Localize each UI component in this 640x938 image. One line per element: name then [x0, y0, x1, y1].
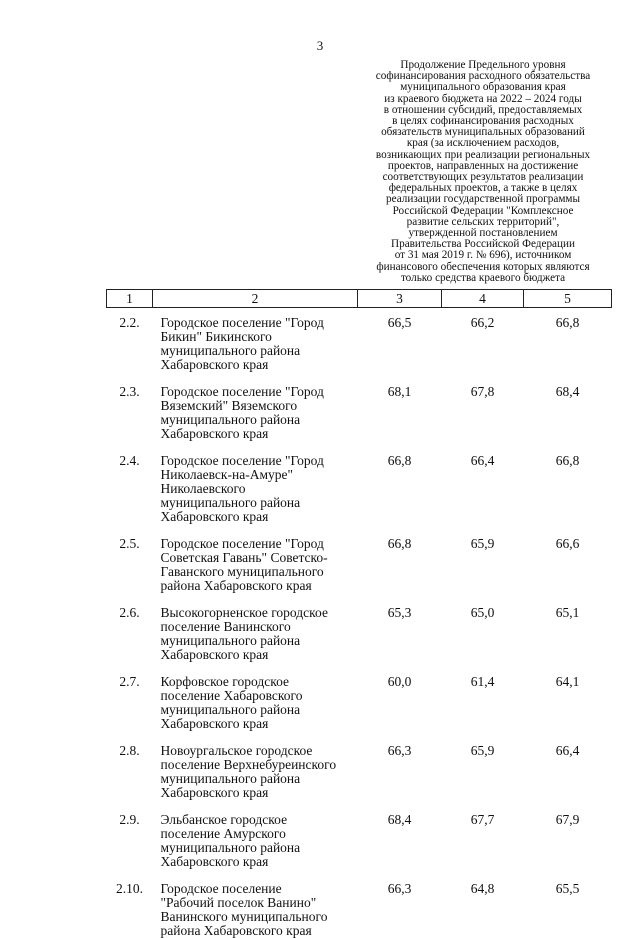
value-2022: 60,0 [387, 674, 412, 689]
row-number: 2.8. [119, 743, 140, 758]
table-row [107, 308, 612, 373]
municipality-name-line: Городское поселение "Город [160, 315, 324, 330]
value-2024: 66,8 [555, 315, 580, 330]
value-2022: 66,8 [387, 536, 412, 551]
table-row [107, 662, 612, 731]
row-number: 2.10. [116, 881, 143, 896]
page-number: 3 [316, 38, 324, 53]
municipality-name [153, 800, 358, 869]
caption-line: только средства краевого бюджета [400, 271, 566, 284]
value-2023: 64,8 [470, 881, 495, 896]
header-cell-4: 4 [442, 290, 524, 308]
value-2024: 68,4 [555, 384, 580, 399]
row-number: 2.7. [119, 674, 140, 689]
row-number: 2.3. [119, 384, 140, 399]
header-cell-2: 2 [153, 290, 358, 308]
value-2023: 65,9 [470, 743, 495, 758]
table-row [107, 731, 612, 800]
value-2022: 66,3 [387, 743, 412, 758]
caption-line: финансового обеспечения которых являются [376, 260, 590, 273]
municipality-name-line: района Хабаровского края [160, 923, 312, 938]
caption-line: края (за исключением расходов, [406, 137, 560, 150]
row-number: 2.5. [119, 536, 140, 551]
value-2024: 64,1 [555, 674, 580, 689]
municipality-name-line: Хабаровского края [160, 509, 269, 524]
value-2024: 66,6 [555, 536, 580, 551]
caption-line: проектов, направленных на достижение [387, 159, 579, 172]
table-row [107, 441, 612, 524]
municipality-name-line: Хабаровского края [160, 854, 269, 869]
municipality-name [153, 662, 358, 731]
caption-line: от 31 мая 2019 г. № 696), источником [394, 249, 572, 262]
caption-line: Правительства Российской Федерации [391, 238, 575, 251]
caption-line: в целях софинансирования расходных [392, 115, 574, 128]
header-row [107, 290, 612, 308]
caption-line: развитие сельских территорий", [406, 215, 560, 228]
municipality-name-line: Городское поселение "Город [160, 453, 324, 468]
value-2024: 66,4 [555, 743, 580, 758]
value-2023: 65,0 [470, 605, 495, 620]
municipality-name-line: поселение Ванинского [160, 619, 291, 634]
municipality-name-line: Хабаровского края [160, 647, 269, 662]
municipality-name-line: Ванинского муниципального [160, 909, 328, 924]
header-cell-1: 1 [107, 290, 153, 308]
value-2022: 65,3 [387, 605, 412, 620]
municipality-name-line: Городское поселение "Город [160, 384, 324, 399]
value-2022: 68,4 [387, 812, 412, 827]
table-row [107, 524, 612, 593]
caption-line: софинансирования расходного обязательства [375, 70, 591, 83]
header-cell-3: 3 [358, 290, 442, 308]
value-2023: 61,4 [470, 674, 495, 689]
table-row [107, 800, 612, 869]
caption-line: Российской Федерации "Комплексное [392, 204, 574, 217]
value-2022: 68,1 [387, 384, 412, 399]
municipality-name [153, 441, 358, 524]
caption-line: муниципального образования края [400, 81, 566, 94]
municipality-name-line: муниципального района [160, 702, 301, 717]
value-2024: 66,8 [555, 453, 580, 468]
municipality-name [153, 731, 358, 800]
row-number: 2.2. [119, 315, 140, 330]
value-2022: 66,5 [387, 315, 412, 330]
data-table [106, 289, 612, 938]
row-number: 2.6. [119, 605, 140, 620]
municipality-name-line: поселение Верхнебуреинского [160, 757, 337, 772]
value-2023: 65,9 [470, 536, 495, 551]
municipality-name [153, 524, 358, 593]
municipality-name [153, 869, 358, 938]
municipality-name-line: Николаевского [160, 481, 246, 496]
caption-line: утвержденной постановлением [408, 227, 558, 240]
table-row [107, 372, 612, 441]
value-2022: 66,3 [387, 881, 412, 896]
municipality-name-line: Вяземский" Вяземского [160, 398, 298, 413]
value-2023: 66,2 [470, 315, 495, 330]
caption-line: обязательств муниципальных образований [381, 126, 585, 139]
table-row [107, 869, 612, 938]
caption-line: в отношении субсидий, предоставляемых [383, 103, 583, 116]
municipality-name-line: муниципального района [160, 343, 301, 358]
value-2022: 66,8 [387, 453, 412, 468]
municipality-name-line: "Рабочий поселок Ванино" [160, 895, 317, 910]
municipality-name-line: Эльбанское городское [160, 812, 288, 827]
municipality-name-line: Городское поселение "Город [160, 536, 324, 551]
municipality-name-line: муниципального района [160, 495, 301, 510]
municipality-name-line: Гаванского муниципального [160, 564, 324, 579]
municipality-name-line: Николаевск-на-Амуре" [160, 467, 293, 482]
value-2024: 65,5 [555, 881, 580, 896]
municipality-name-line: муниципального района [160, 412, 301, 427]
value-2023: 66,4 [470, 453, 495, 468]
table-caption [352, 60, 614, 284]
header-cell-5: 5 [524, 290, 612, 308]
value-2023: 67,8 [470, 384, 495, 399]
municipality-name-line: Корфовское городское [160, 674, 289, 689]
caption-line: федеральных проектов, а также в целях [388, 182, 578, 195]
municipality-name-line: Хабаровского края [160, 716, 269, 731]
caption-line: возникающих при реализации региональных [375, 148, 591, 161]
municipality-name-line: Хабаровского края [160, 357, 269, 372]
municipality-name [153, 593, 358, 662]
municipality-name-line: Советская Гавань" Советско- [160, 550, 328, 565]
municipality-name-line: Хабаровского края [160, 785, 269, 800]
municipality-name [153, 308, 358, 373]
value-2023: 67,7 [470, 812, 495, 827]
municipality-name-line: района Хабаровского края [160, 578, 312, 593]
value-2024: 67,9 [555, 812, 580, 827]
municipality-name-line: Городское поселение [160, 881, 282, 896]
municipality-name-line: Бикин" Бикинского [160, 329, 272, 344]
caption-line: из краевого бюджета на 2022 – 2024 годы [384, 92, 582, 105]
municipality-name-line: Новоургальское городское [160, 743, 313, 758]
caption-line: реализации государственной программы [386, 193, 580, 206]
municipality-name [153, 372, 358, 441]
table-row [107, 593, 612, 662]
municipality-name-line: муниципального района [160, 633, 301, 648]
municipality-name-line: Высокогорненское городское [160, 605, 328, 620]
municipality-name-line: Хабаровского края [160, 426, 269, 441]
caption-line: соответствующих результатов реализации [382, 171, 584, 184]
municipality-name-line: муниципального района [160, 771, 301, 786]
municipality-name-line: муниципального района [160, 840, 301, 855]
value-2024: 65,1 [555, 605, 580, 620]
caption-line: Продолжение Предельного уровня [400, 59, 566, 71]
row-number: 2.4. [119, 453, 140, 468]
municipality-name-line: поселение Амурского [160, 826, 286, 841]
municipality-name-line: поселение Хабаровского [160, 688, 303, 703]
row-number: 2.9. [119, 812, 140, 827]
